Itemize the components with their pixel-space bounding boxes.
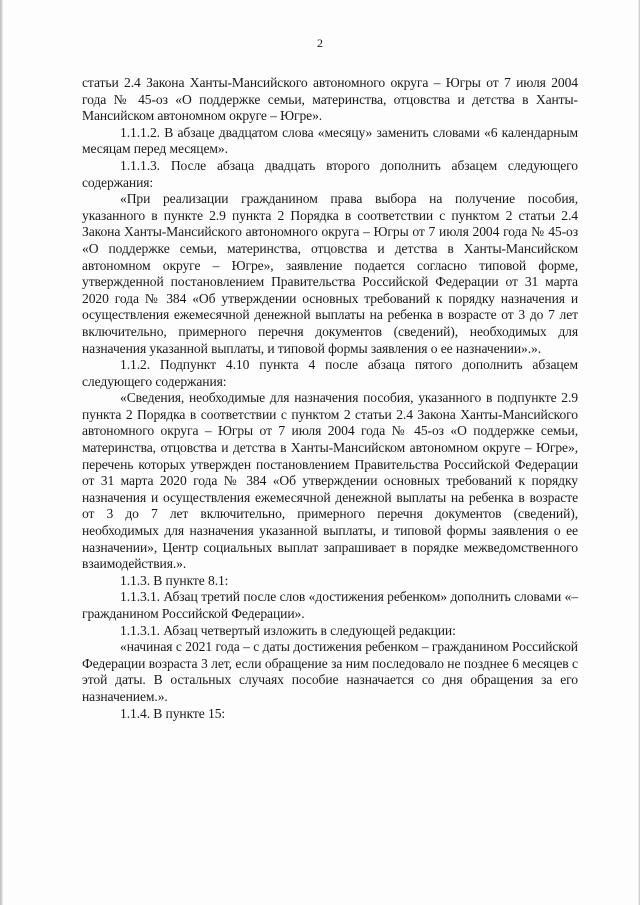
paragraph-1-1-1-2: 1.1.1.2. В абзаце двадцатом слова «месяцу» заменить словами «6 календарным месяцам перед месяцем». <box>82 124 578 157</box>
paragraph-1-1-2: 1.1.2. Подпункт 4.10 пункта 4 после абзаца пятого дополнить абзацем следующего содержания: <box>82 357 578 389</box>
paragraph-quote-information: «Сведения, необходимые для назначения пособия, указанного в подпункте 2.9 пункта 2 Порядка в соответствии с пунктом 2 статьи 2.4 Закона Ханты-Мансийского автономного округа – Югры от 7 июля 2004 года № 45-оз «О поддержке семьи, материнства, отцовства и детства в Ханты-Мансийском автономном округе – Югре», перечень которых утвержден постановлением Правительства Российской Федерации от 31 марта 2020 года № 384 «Об утверждении основных требований к порядку назначения и осуществления ежемесячной денежной выплаты на ребенка в возрасте от 3 до 7 лет включительно, примерного перечня документов (сведений), необходимых для назначения указанной выплаты, и типовой формы заявления о ее назначении», Центр социальных выплат запрашивает в порядке межведомственного взаимодействия.». <box>82 390 578 572</box>
paragraph-1-1-3-1-third: 1.1.3.1. Абзац третий после слов «достижения ребенком» дополнить словами «– гражданином Российской Федерации». <box>82 589 578 621</box>
paragraph-1-1-1-3: 1.1.1.3. После абзаца двадцать второго дополнить абзацем следующего содержания: <box>82 157 578 190</box>
paragraph-quote-application: «При реализации гражданином права выбора на получение пособия, указанного в пункте 2.9 пункта 2 Порядка в соответствии с пунктом 2 статьи 2.4 Закона Ханты-Мансийского автономного округа – Югры от 7 июля 2004 года № 45-оз «О поддержке семьи, материнства, отцовства и детства в Ханты-Мансийском автономном округе – Югре», заявление подается согласно типовой форме, утвержденной постановлением Правительства Российской Федерации от 31 марта 2020 года № 384 «Об утверждении основных требований к порядку назначения и осуществления ежемесячной денежной выплаты на ребенка в возрасте от 3 до 7 лет включительно, примерного перечня документов (сведений), необходимых для назначения указанной выплаты, и типовой формы заявления о ее назначении».». <box>82 191 578 356</box>
document-body <box>82 75 578 722</box>
page-number: 2 <box>317 36 323 50</box>
paragraph-quote-since-2021: «начиная с 2021 года – с даты достижения ребенком – гражданином Российской Федерации возраста 3 лет, если обращение за ним последовало не позднее 6 месяцев с этой даты. В остальных случаях пособие назначается со дня обращения за его назначением.». <box>82 639 578 704</box>
paragraph-1-1-4: 1.1.4. В пункте 15: <box>120 705 226 721</box>
paragraph-1-1-3-1-fourth: 1.1.3.1. Абзац четвертый изложить в следующей редакции: <box>120 622 456 638</box>
scan-edge-left <box>0 0 3 905</box>
paragraph-1-1-3: 1.1.3. В пункте 8.1: <box>120 572 229 588</box>
paragraph-continuation: статьи 2.4 Закона Ханты-Мансийского автономного округа – Югры от 7 июля 2004 года № 45-оз «О поддержке семьи, материнства, отцовства и детства в Ханты-Мансийском автономном округе – Югре». <box>82 75 578 124</box>
